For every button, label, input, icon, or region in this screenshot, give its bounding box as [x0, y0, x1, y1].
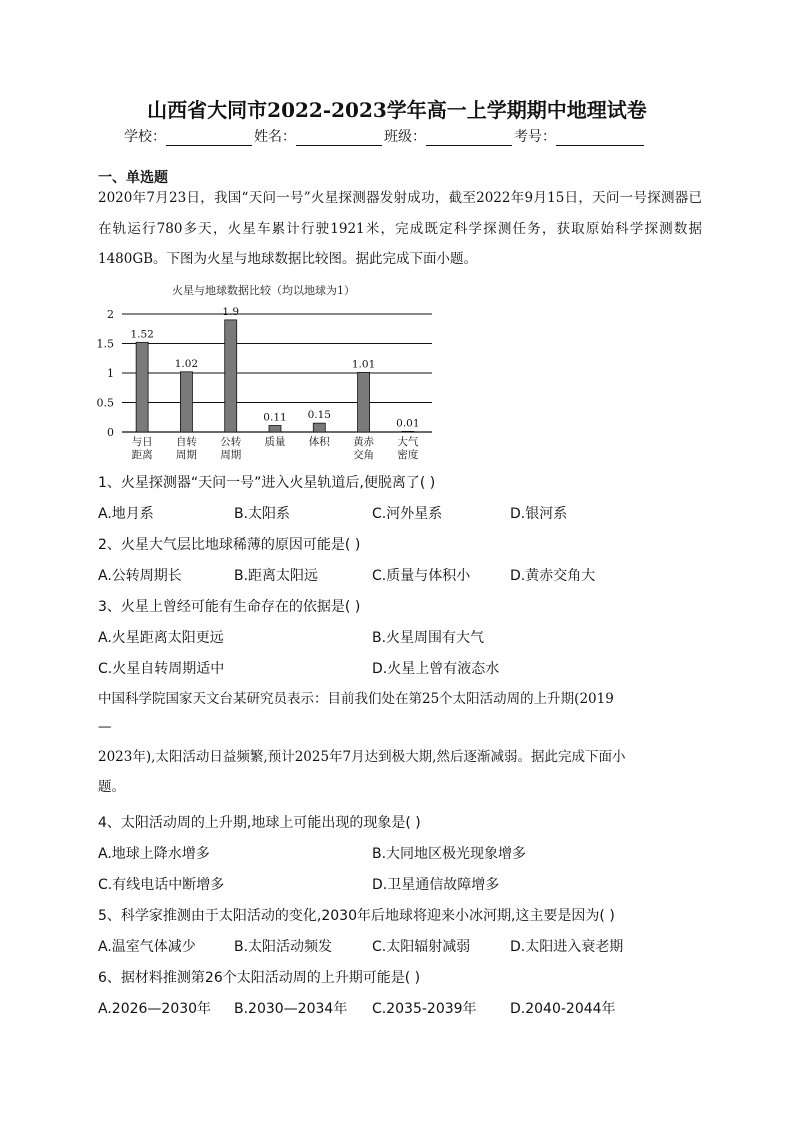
passage-solar-line2: —	[98, 719, 112, 735]
q3-option-d[interactable]: D.火星上曾有液态水	[372, 661, 500, 677]
school-blank[interactable]	[166, 131, 252, 146]
y-tick-label: 0	[107, 426, 114, 439]
mars-earth-chart	[96, 278, 446, 468]
y-tick-label: 1.5	[96, 337, 114, 351]
q4-option-a[interactable]: A.地球上降水增多	[98, 846, 210, 862]
q1-option-c[interactable]: C.河外星系	[372, 506, 443, 522]
exam-number-label: 考号：	[514, 129, 556, 145]
q6-option-c[interactable]: C.2035-2039年	[372, 1001, 477, 1017]
data-label: 1.01	[351, 358, 376, 371]
name-label: 姓名：	[254, 129, 296, 145]
q3-option-b[interactable]: B.火星周围有大气	[372, 630, 485, 646]
x-tick-label: 自转	[175, 436, 197, 448]
x-tick-label: 大气	[397, 436, 419, 448]
x-tick-label: 周期	[175, 449, 197, 461]
name-blank[interactable]	[296, 131, 382, 146]
data-label: 1.02	[174, 357, 199, 370]
section-title: 一、单选题	[98, 170, 168, 186]
chart-bar	[180, 372, 192, 432]
school-label: 学校：	[124, 129, 166, 145]
class-label: 班级：	[384, 129, 426, 145]
q3-option-a[interactable]: A.火星距离太阳更远	[98, 630, 224, 646]
q6-option-b[interactable]: B.2030—2034年	[234, 1001, 348, 1017]
question-2: 2、火星大气层比地球稀薄的原因可能是( )	[98, 537, 361, 553]
chart-title: 火星与地球数据比较（均以地球为1）	[172, 284, 355, 297]
q5-option-a[interactable]: A.温室气体减少	[98, 939, 196, 955]
chart-bar	[358, 372, 370, 432]
data-label: 0.01	[396, 417, 420, 430]
q4-option-d[interactable]: D.卫星通信故障增多	[372, 877, 500, 893]
q2-option-b[interactable]: B.距离太阳远	[234, 568, 319, 584]
q4-option-c[interactable]: C.有线电话中断增多	[98, 877, 225, 893]
q6-option-d[interactable]: D.2040-2044年	[510, 1001, 616, 1017]
q5-option-b[interactable]: B.太阳活动频发	[234, 939, 333, 955]
page-title: 山西省大同市2022-2023学年高一上学期期中地理试卷	[147, 98, 647, 122]
q5-option-c[interactable]: C.太阳辐射减弱	[372, 939, 471, 955]
q5-option-d[interactable]: D.太阳进入衰老期	[510, 939, 624, 955]
x-tick-label: 质量	[264, 436, 286, 448]
question-1: 1、火星探测器“天问一号”进入火星轨道后,便脱离了( )	[98, 475, 436, 491]
data-label: 0.15	[307, 409, 331, 422]
q1-option-b[interactable]: B.太阳系	[234, 506, 291, 522]
q2-option-a[interactable]: A.公转周期长	[98, 568, 182, 584]
x-tick-label: 距离	[131, 449, 153, 461]
q1-option-d[interactable]: D.银河系	[510, 506, 568, 522]
chart-bar	[313, 423, 325, 432]
chart-bar	[136, 342, 148, 432]
question-3: 3、火星上曾经可能有生命存在的依据是( )	[98, 599, 361, 615]
y-tick-label: 0.5	[96, 396, 114, 410]
chart-bar	[269, 426, 281, 432]
exam-number-blank[interactable]	[556, 131, 644, 146]
x-tick-label: 周期	[220, 449, 242, 461]
class-blank[interactable]	[426, 131, 512, 146]
q2-option-c[interactable]: C.质量与体积小	[372, 568, 471, 584]
y-tick-label: 2	[107, 308, 114, 321]
q6-option-a[interactable]: A.2026—2030年	[98, 1001, 212, 1017]
x-tick-label: 交角	[353, 449, 375, 461]
data-label: 0.11	[263, 411, 287, 424]
data-label: 1.52	[130, 328, 154, 341]
x-tick-label: 与日	[131, 436, 153, 448]
y-tick-label: 1	[107, 367, 114, 380]
q4-option-b[interactable]: B.大同地区极光现象增多	[372, 846, 527, 862]
passage-solar-line4: 题。	[98, 779, 125, 795]
question-6: 6、据材料推测第26个太阳活动周的上升期可能是( )	[98, 970, 421, 986]
x-tick-label: 密度	[397, 449, 419, 461]
passage-solar-line3: 2023年),太阳活动日益频繁,预计2025年7月达到极大期,然后逐渐减弱。据此完成下面小	[98, 749, 626, 765]
q1-option-a[interactable]: A.地月系	[98, 506, 154, 522]
x-tick-label: 黄赤	[353, 436, 375, 448]
question-5: 5、科学家推测由于太阳活动的变化,2030年后地球将迎来小冰河期,这主要是因为( )	[98, 908, 615, 924]
passage-mars: 2020年7月23日，我国“天问一号”火星探测器发射成功，截至2022年9月15日，天问一号探测器已在轨运行780多天，火星车累计行驶1921米，完成既定科学探测任务，获取原始科学探测数据1480GB。下图为火星与地球数据比较图。据此完成下面小题。	[98, 190, 702, 267]
passage-solar-line1: 中国科学院国家天文台某研究员表示：目前我们处在第25个太阳活动周的上升期(2019	[98, 691, 614, 707]
x-tick-label: 体积	[308, 436, 330, 448]
q2-option-d[interactable]: D.黄赤交角大	[510, 568, 596, 584]
chart-bar	[402, 431, 414, 432]
x-tick-label: 公转	[220, 436, 242, 448]
data-label: 1.9	[222, 305, 240, 318]
q3-option-c[interactable]: C.火星自转周期适中	[98, 661, 225, 677]
chart-bar	[225, 320, 237, 432]
student-info-line	[124, 126, 646, 146]
question-4: 4、太阳活动周的上升期,地球上可能出现的现象是( )	[98, 815, 421, 831]
